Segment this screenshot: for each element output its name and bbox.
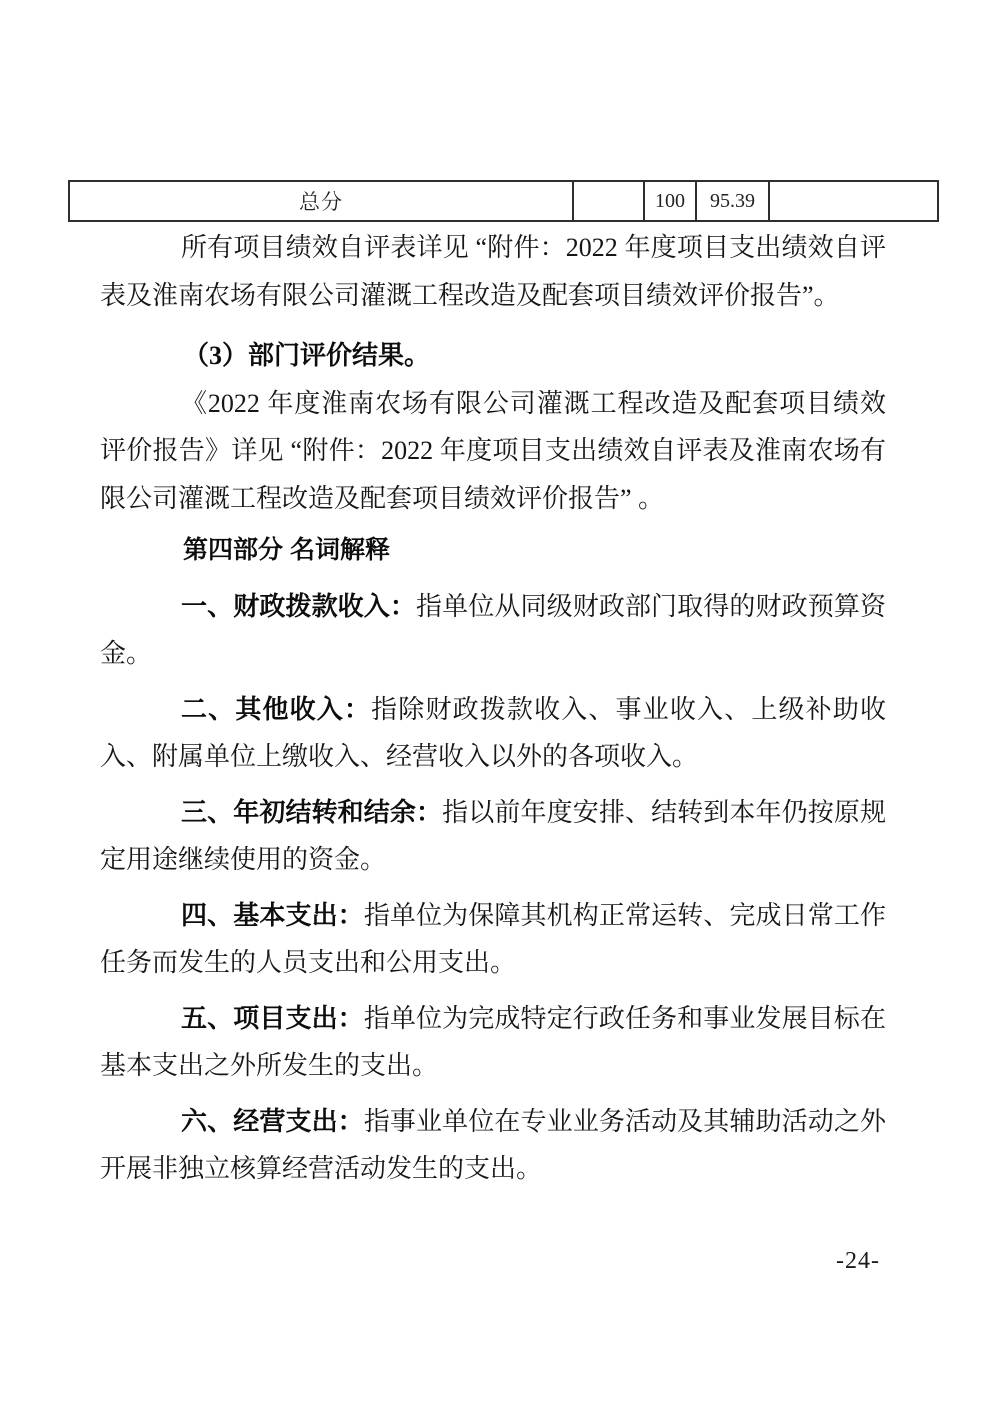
paragraph-dept-evaluation: 《2022 年度淮南农场有限公司灌溉工程改造及配套项目绩效评价报告》详见 “附件：2022 年度项目支出绩效自评表及淮南农场有限公司灌溉工程改造及配套项目绩效评价报告” 。: [100, 388, 886, 513]
document-body: [100, 224, 886, 1193]
term-definition: 指除财政拨款收入、事业收入、上级补助收入、附属单位上缴收入、经营收入以外的各项收入。: [100, 694, 886, 771]
heading-dept-evaluation-result: （3）部门评价结果。: [183, 341, 431, 370]
term-name: 二、其他收入：: [181, 694, 372, 724]
term-name: 五、项目支出：: [181, 1003, 364, 1033]
paragraph-self-eval-note: 所有项目绩效自评表详见 “附件：2022 年度项目支出绩效自评表及淮南农场有限公司灌溉工程改造及配套项目绩效评价报告”。: [100, 233, 886, 310]
term-item-basic-expenditure: [100, 892, 886, 987]
score-table-row: [69, 181, 938, 221]
term-definition: 指单位从同级财政部门取得的财政预算资金。: [100, 591, 886, 668]
term-name: 一、财政拨款收入：: [181, 591, 417, 621]
empty-cell-2: [769, 181, 938, 221]
total-score-label-cell: 总分: [69, 181, 573, 221]
term-definition: 指事业单位在专业业务活动及其辅助活动之外开展非独立核算经营活动发生的支出。: [100, 1106, 886, 1183]
term-name: 三、年初结转和结余：: [181, 797, 443, 827]
term-item-carryover-and-surplus: [100, 789, 886, 884]
term-definition: 指单位为保障其机构正常运转、完成日常工作任务而发生的人员支出和公用支出。: [100, 900, 886, 977]
term-item-operating-expenditure: [100, 1098, 886, 1193]
term-name: 四、基本支出：: [181, 900, 364, 930]
term-item-other-income: [100, 686, 886, 781]
term-item-project-expenditure: [100, 995, 886, 1090]
empty-cell-1: [573, 181, 644, 221]
max-score-cell: 100: [644, 181, 696, 221]
heading-part4-glossary: 第四部分 名词解释: [183, 536, 390, 564]
term-definition: 指以前年度安排、结转到本年仍按原规定用途继续使用的资金。: [100, 797, 886, 874]
score-table: [68, 180, 939, 222]
page-number: -24-: [836, 1248, 880, 1274]
term-item-fiscal-appropriation-income: [100, 583, 886, 678]
term-definition: 指单位为完成特定行政任务和事业发展目标在基本支出之外所发生的支出。: [100, 1003, 886, 1080]
score-value-cell: 95.39: [696, 181, 769, 221]
term-name: 六、经营支出：: [181, 1106, 364, 1136]
